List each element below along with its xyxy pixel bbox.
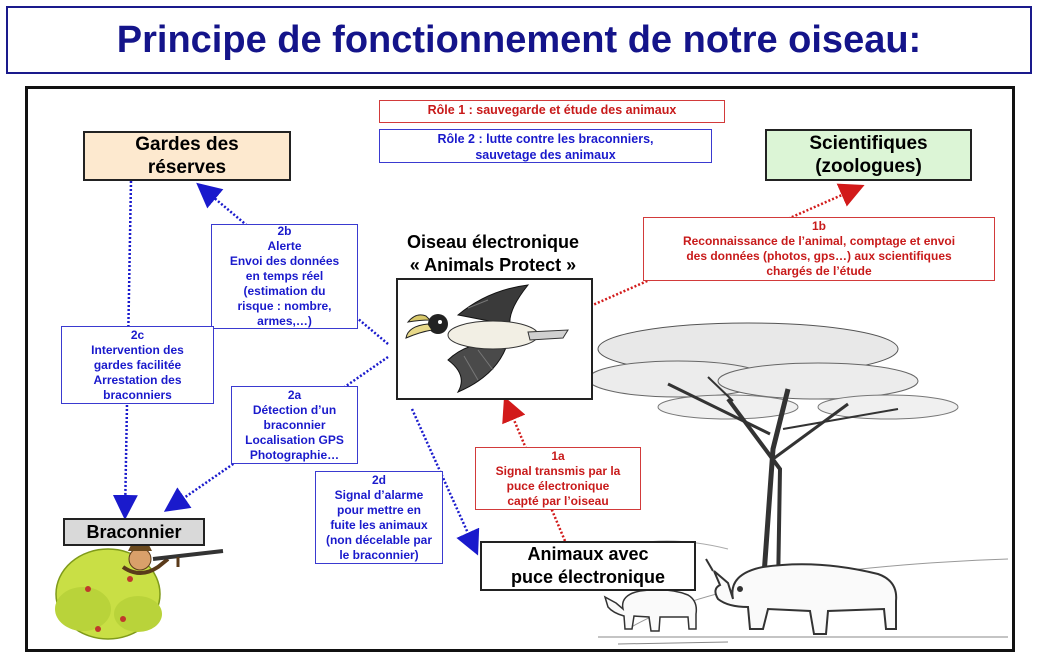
- note-2a: 2a Détection d’un braconnier Localisation GPS Photographie…: [231, 386, 358, 464]
- diagram-panel: [25, 86, 1015, 652]
- note-1b: 1b Reconnaissance de l’animal, comptage et envoi des données (photos, gps…) aux scientifiques chargés de l’étude: [643, 217, 995, 281]
- scientifiques-node: Scientifiques (zoologues): [765, 129, 972, 181]
- page-title: Principe de fonctionnement de notre oiseau:: [116, 18, 922, 61]
- braconnier-node: Braconnier: [63, 518, 205, 546]
- role2-box: [379, 129, 712, 163]
- role1-box: [379, 100, 725, 123]
- gardes-node: Gardes des réserves: [83, 131, 291, 181]
- note-2c: 2c Intervention des gardes facilitée Arrestation des braconniers: [61, 326, 214, 404]
- bird-icon: [398, 280, 591, 398]
- bird-title: Oiseau électronique « Animals Protect »: [406, 232, 580, 275]
- role2-label: Rôle 2 : lutte contre les braconniers, sauvetage des animaux: [437, 132, 654, 162]
- note-2d: 2d Signal d’alarme pour mettre en fuite les animaux (non décelable par le braconnier): [315, 471, 443, 564]
- bird-frame: [396, 278, 593, 400]
- role1-label: Rôle 1 : sauvegarde et étude des animaux: [427, 103, 677, 117]
- note-2b: 2b Alerte Envoi des données en temps réel (estimation du risque : nombre, armes,…): [211, 224, 358, 329]
- note-1a: 1a Signal transmis par la puce électronique capté par l’oiseau: [475, 447, 641, 510]
- animaux-node: Animaux avec puce électronique: [480, 541, 696, 591]
- title-box: [6, 6, 1032, 74]
